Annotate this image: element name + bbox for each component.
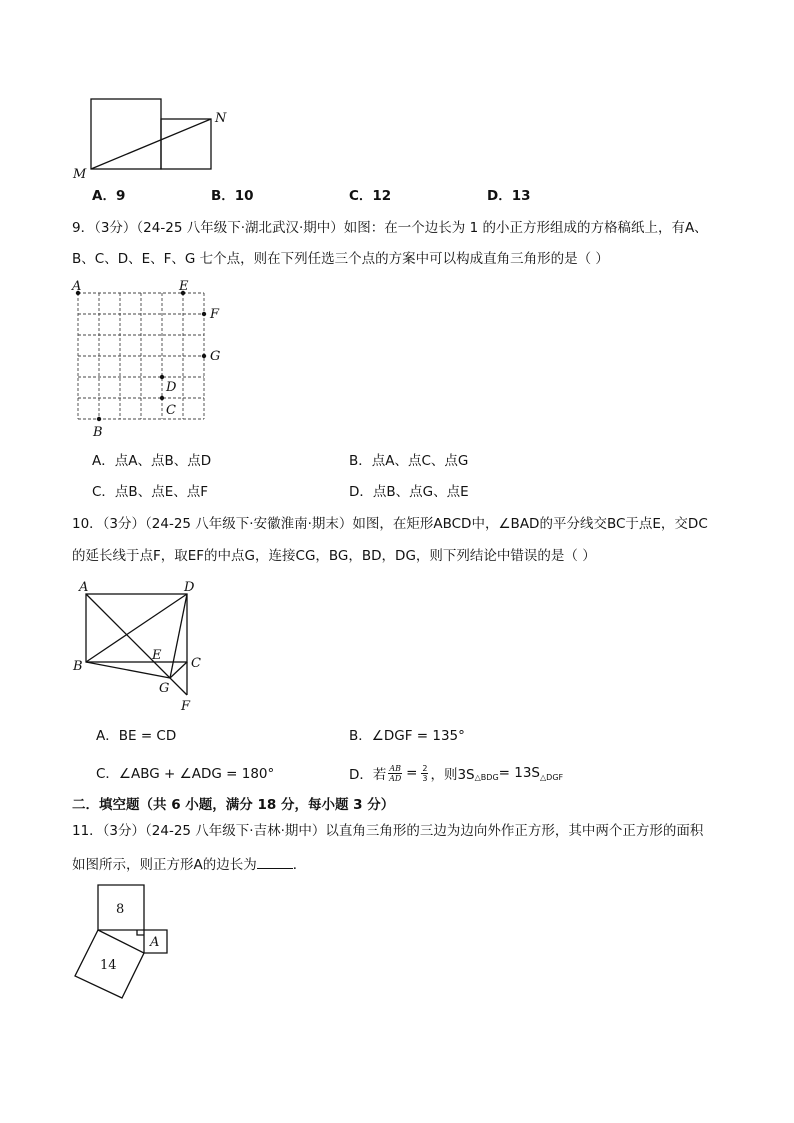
q10-option-d-sub1: △BDG — [474, 772, 499, 782]
q10-label-E: E — [152, 648, 162, 663]
q9-label-E: E — [179, 279, 189, 294]
q11-right-angle-mark — [137, 930, 144, 935]
q11-label-14: 14 — [100, 958, 117, 973]
q10-option-d-fraction-den: AD — [389, 773, 402, 783]
q10-option-a: A．BE = CD — [96, 728, 177, 744]
q10-option-d-prefix: D．若 — [349, 767, 387, 783]
q9-stem-line1: 9．（3分）（24-25 八年级下·湖北武汉·期中）如图：在一个边长为 1 的小正方形组成的方格稿纸上，有A、 — [72, 220, 708, 236]
q10-stem-line1: 10．（3分）（24-25 八年级下·安徽淮南·期末）如图，在矩形ABCD中，∠BAD的平分线交BC于点E，交DC — [72, 516, 708, 532]
q10-label-A: A — [79, 580, 89, 595]
q9-grid-figure — [66, 278, 236, 443]
q8-option-c: C．12 — [349, 188, 392, 204]
q11-squares-figure — [68, 880, 178, 1005]
q9-label-D: D — [166, 380, 177, 395]
q10-stem-line2: 的延长线于点F，取EF的中点G，连接CG，BG，BD，DG，则下列结论中错误的是（ ） — [72, 548, 596, 564]
q10-option-c: C．∠ABG + ∠ADG = 180° — [96, 766, 275, 782]
q8-option-d: D．13 — [487, 188, 531, 204]
q9-point-D — [160, 375, 164, 379]
q11-stem-line1: 11．（3分）（24-25 八年级下·吉林·期中）以直角三角形的三边为边向外作正方形，其中两个正方形的面积 — [72, 823, 704, 839]
q10-option-d-fraction-num: AB — [389, 763, 402, 773]
q8-label-M: M — [73, 167, 87, 182]
q11-label-8: 8 — [116, 902, 125, 917]
q9-stem-line2: B、C、D、E、F、G 七个点，则在下列任选三个点的方案中可以构成直角三角形的是（ ） — [72, 251, 609, 267]
q9-option-c: C．点B、点E、点F — [92, 484, 208, 500]
q10-segment-DG — [170, 594, 187, 678]
q10-label-G: G — [159, 681, 170, 696]
section-heading-fill-in: 二．填空题（共 6 小题，满分 18 分，每小题 3 分） — [72, 797, 395, 813]
q9-option-a: A．点A、点B、点D — [92, 453, 212, 469]
q8-segment-MN — [91, 119, 211, 169]
q11-stem-line2-end: ． — [292, 857, 307, 873]
q10-label-C: C — [191, 656, 201, 671]
q10-rectangle-figure — [66, 574, 216, 716]
q10-option-d — [349, 758, 563, 788]
q9-label-B: B — [93, 425, 103, 440]
q11-answer-blank[interactable] — [257, 854, 293, 869]
q9-label-F: F — [210, 307, 220, 322]
q8-label-N: N — [215, 111, 227, 126]
q10-option-d-then: ，则3S — [430, 767, 475, 783]
q9-point-F — [202, 312, 206, 316]
q10-segment-AF — [86, 594, 187, 695]
q11-stem-line2-text: 如图所示，则正方形A的边长为 — [72, 857, 257, 873]
q10-option-d-eq: = — [406, 765, 418, 781]
q8-option-a: A．9 — [92, 188, 126, 204]
q10-label-D: D — [184, 580, 195, 595]
q9-point-C — [160, 396, 164, 400]
q10-segment-BD — [86, 594, 187, 662]
q9-point-B — [97, 417, 101, 421]
q11-label-A: A — [150, 935, 160, 950]
q8-option-b: B．10 — [211, 188, 254, 204]
q10-option-d-ratio — [421, 764, 428, 783]
q8-large-square — [91, 99, 161, 169]
q10-option-d-sub2: △DGF — [540, 772, 564, 782]
q10-option-d-mid: = 13S — [498, 765, 540, 781]
q9-label-A: A — [72, 279, 82, 294]
q9-option-b: B．点A、点C、点G — [349, 453, 469, 469]
q8-small-rect — [161, 119, 211, 169]
q10-option-d-fraction — [388, 764, 402, 783]
q10-label-F: F — [181, 699, 191, 714]
q9-label-G: G — [210, 349, 221, 364]
q9-point-G — [202, 354, 206, 358]
q9-label-C: C — [166, 403, 176, 418]
q11-stem-line2 — [72, 854, 306, 875]
q10-label-B: B — [73, 659, 83, 674]
q9-option-d: D．点B、点G、点E — [349, 484, 469, 500]
q10-option-d-ratio-den: 3 — [422, 773, 428, 783]
q10-segment-BG — [86, 662, 170, 678]
q10-option-b: B．∠DGF = 135° — [349, 728, 465, 744]
q10-option-d-ratio-num: 2 — [422, 763, 428, 773]
q8-figure — [68, 92, 238, 184]
